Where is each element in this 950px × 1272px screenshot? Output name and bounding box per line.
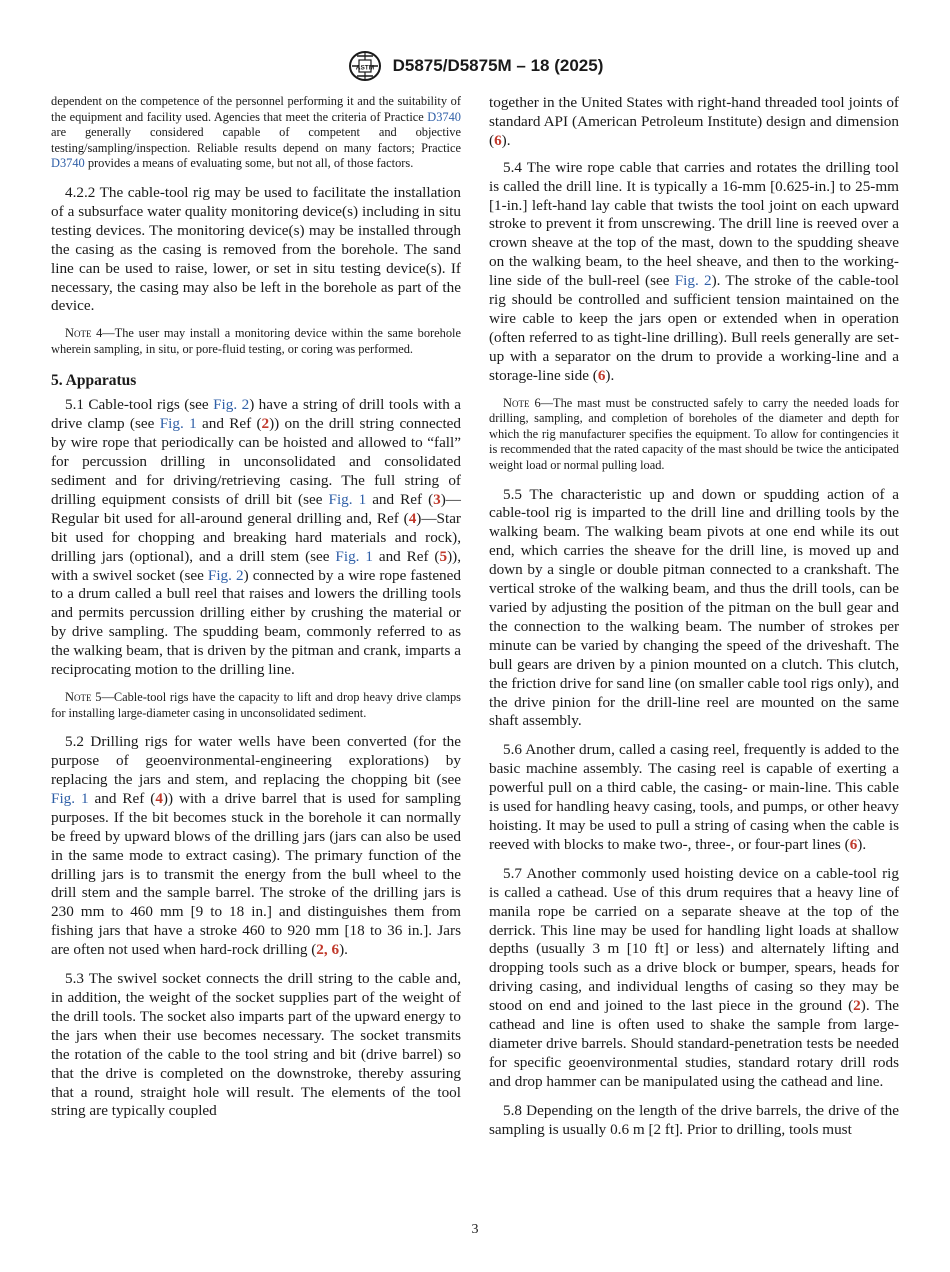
paragraph-continuation: dependent on the competence of the personnel performing it and the suitability of the equipment and facility used. Agencies that meet the criteria of Practice D3740 are generally considered capable of competent and objective testing/sampling/inspection. Reliable results depend on many factors; Practice D3740 provides a means of evaluating some, but not all, of those factors.: [51, 94, 461, 171]
paragraph-5-4: 5.4 The wire rope cable that carries and rotates the drilling tool is called the drill line. It is typically a 16-mm [0.625-in.] to 25-mm [1-in.] left-hand lay cable that twists the tool joint on each upward stroke to prevent it from unscrewing. The drill line is reeved over a crown sheave at the top of the mast, down to the spudding sheave on the walking beam, to the heel sheave, and then to the working-line side of the bull-reel (see Fig. 2). The stroke of the cable-tool rig should be controlled and sufficient tension maintained on the wire cable to keep the jars open or extended when in operation (often referred to as tight-line drilling). Bull reels generally are set-up with a separator on the drum to provide a working-line and a storage-line side (6).: [489, 158, 900, 384]
paragraph-continuation: together in the United States with right-hand threaded tool joints of standard API (American Petroleum Institute) design and dimension (6).: [489, 94, 899, 149]
ref-link[interactable]: 4: [155, 789, 163, 807]
note-label: Note: [65, 690, 92, 704]
page-number: 3: [471, 1222, 479, 1237]
ref-link[interactable]: 5: [439, 547, 448, 565]
section-5-heading: 5. Apparatus: [51, 371, 137, 389]
paragraph-5-5: 5.5 The characteristic up and down or spudding action of a cable-tool rig is imparted to the drill line and drilling tools by the walking beam. The walking beam pivots at one end while its out end, which carries the sheave for the drill line, is moved up and down by a single or double pitman connected to a crankshaft. The vertical stroke of the walking beam, and thus the drill tools, can be varied by adjusting the position of the pitman on the bull gear and the connection to the walking beam. The number of strokes per minute can be varied by changing the speed of the driveshaft. The bull gears are driven by a pinion mounted on a clutch. This clutch, the friction drive for sand line (on smaller cable tool rigs only), and the drive pinion for the drill-line reel are mounted on the same shaft assembly.: [489, 485, 899, 730]
ref-link[interactable]: 4: [408, 509, 417, 527]
note-5: Note 5—Cable-tool rigs have the capacity to lift and drop heavy drive clamps for installing large-diameter casing in unconsolidated sediment.: [51, 690, 461, 720]
left-column: [51, 94, 461, 1127]
link-fig-1[interactable]: Fig. 1: [51, 789, 89, 807]
paragraph-5-7: 5.7 Another commonly used hoisting device on a cable-tool rig is called a cathead. Use of this drum requires that a heavy line of manila rope be carried on a separate sheave at the top of the derrick. This line may be used for handling light loads at shallow depths (usually 3 m [10 ft] or less) and alternately lifting and dropping tools such as a drive block or bumper, spears, heads for driving casing, and individual lengths of casing so they may be stood on end and joined to the last piece in the ground (2). The cathead and line is often used to shake the sample from large-diameter drive barrels. Should standard-penetration tests be needed for specific geoenvironmental studies, standard rotary drill rods and drop hammer can be manipulated using the cathead and line.: [489, 864, 899, 1090]
paragraph-4-2-2: 4.2.2 The cable-tool rig may be used to facilitate the installation of a subsurface water quality monitoring device(s) including in situ testing devices. The monitoring device(s) may be installed through the casing as the casing is removed from the borehole. The sand line can be used to raise, lower, or set in situ testing device(s). If necessary, the casing may also be left in the borehole as part of the device.: [51, 183, 461, 315]
link-fig-1[interactable]: Fig. 1: [328, 490, 367, 508]
astm-logo-icon: [347, 50, 383, 82]
paragraph-5-3: 5.3 The swivel socket connects the drill string to the cable and, in addition, the weight of the socket supplies part of the weight of the drill tools. The socket also imparts part of the upward energy to the jars when their use becomes necessary. The socket transmits the rotation of the cable to the tool string and bit (drive barrel) so that the drive is completed on the downstroke, thereby assuring that a round, straight hole will result. The elements of the tool string are typically coupled: [51, 970, 461, 1120]
link-fig-1[interactable]: Fig. 1: [159, 415, 197, 433]
link-d3740[interactable]: D3740: [51, 156, 85, 171]
link-d3740[interactable]: D3740: [427, 109, 461, 124]
ref-link[interactable]: 6: [849, 835, 858, 853]
svg-text:ASTM: ASTM: [355, 64, 374, 72]
ref-link[interactable]: 2: [853, 997, 861, 1015]
paragraph-5-6: 5.6 Another drum, called a casing reel, frequently is added to the basic machine assembly. The casing reel is capable of exerting a powerful pull on a third cable, the casing- or main-line. This cable is used for handling heavy casing, tools, and pumps, or other heavy hoisting. It may be used to pull a string of casing when the cable is reeved with blocks to make two-, three-, or four-part lines (6).: [489, 741, 899, 853]
note-4: Note 4—The user may install a monitoring device within the same borehole wherein sampling, in situ, or pore-fluid testing, or coring was performed.: [51, 326, 461, 356]
ref-link[interactable]: 6: [597, 366, 606, 384]
note-label: Note: [503, 395, 530, 410]
page-header: [0, 50, 950, 86]
ref-link[interactable]: 3: [433, 490, 441, 508]
ref-link[interactable]: 6: [494, 131, 502, 149]
link-fig-2[interactable]: Fig. 2: [674, 272, 712, 290]
standard-designation: D5875/D5875M – 18 (2025): [392, 56, 604, 75]
paragraph-5-8: 5.8 Depending on the length of the drive barrels, the drive of the sampling is usually 0.6 m [2 ft]. Prior to drilling, tools must: [489, 1101, 899, 1138]
link-fig-1[interactable]: Fig. 1: [335, 547, 373, 565]
note-6: Note 6—The mast must be constructed safely to carry the needed loads for drilling, sampling, and completion of boreholes of the diameter and depth for which the rig manufacturer specifies the equipment. To allow for contingencies it is recommended that the rated capacity of the mast should be twice the anticipated weight load or normal pulling load.: [489, 395, 899, 472]
ref-link[interactable]: 2: [261, 415, 270, 433]
paragraph-5-1: 5.1 Cable-tool rigs (see Fig. 2) have a string of drill tools with a drive clamp (see Fig. 1 and Ref (2)) on the drill string connected by wire rope that periodically can be hoisted and allowed to “fall” for percussion drilling in unconsolidated and consolidated sediment and for driving/retrieving casing. The full string of drilling equipment consists of drill bit (see Fig. 1 and Ref (3)—Regular bit used for all-around general drilling and, Ref (4)—Star bit used for chopping and breaking hard materials and rock), drilling jars (optional), and a drill stem (see Fig. 1 and Ref (5)), with a swivel socket (see Fig. 2) connected by a wire rope fastened to a drum called a bull reel that raises and lowers the drilling tools and permits percussion drilling either by crushing the material or by drive sampling. The spudding beam, commonly referred to as the walking beam, that is driven by the pitman and crank, imparts a reciprocating motion to the drilling line.: [51, 396, 462, 679]
link-fig-2[interactable]: Fig. 2: [207, 566, 244, 584]
link-fig-2[interactable]: Fig. 2: [213, 396, 250, 414]
right-column: [489, 94, 899, 1145]
ref-link[interactable]: 2, 6: [316, 941, 340, 959]
paragraph-5-2: 5.2 Drilling rigs for water wells have been converted (for the purpose of geoenvironmental-engineering explorations) by replacing the jars and stem, and replacing the chopping bit (see Fig. 1 and Ref (4)) with a drive barrel that is used for sampling purposes. If the bit becomes stuck in the borehole it can normally be freed by upward blows of the drilling jars (jars can also be used in the same mode to extract casing). The primary function of the drilling jars is to transmit the energy from the bull wheel to the drill stem and the sample barrel. The stroke of the drilling jars is 230 mm to 460 mm [9 to 18 in.] and distinguishes them from fishing jars that have a stroke 460 to 920 mm [18 to 36 in.]. Jars are often not used when hard-rock drilling (2, 6).: [51, 733, 461, 959]
note-label: Note: [65, 326, 92, 341]
